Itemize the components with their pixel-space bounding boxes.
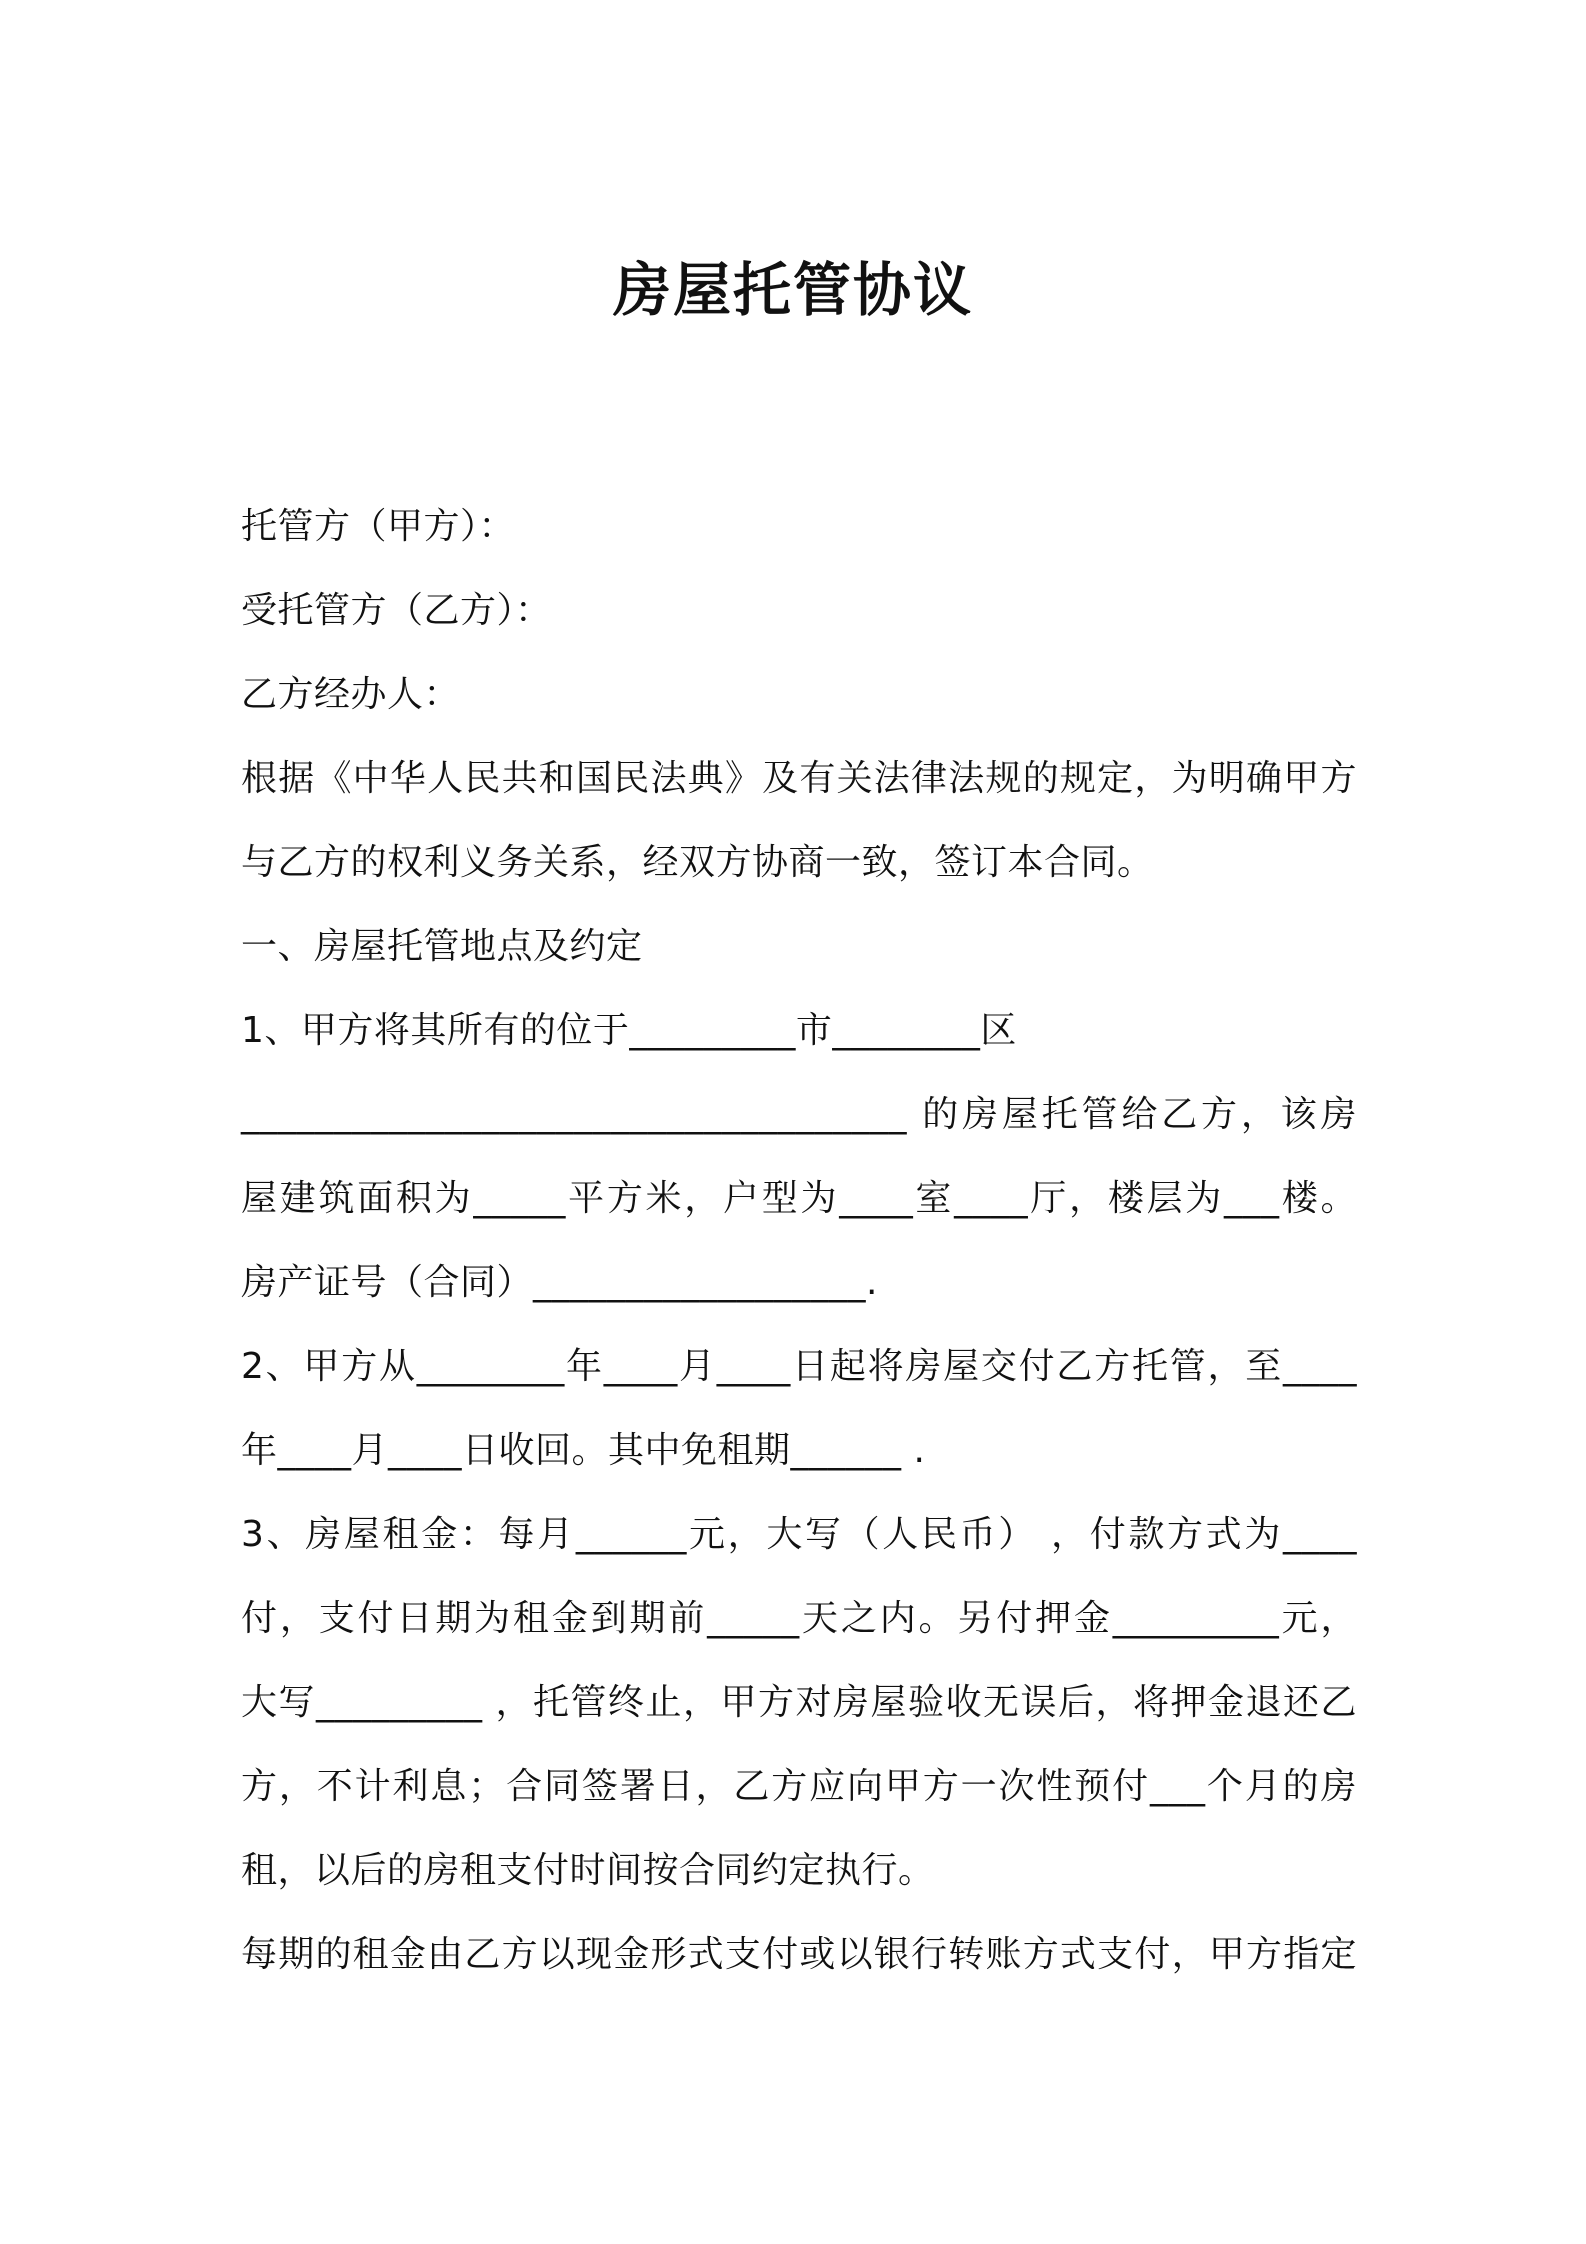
clause-3-line-1: 3、房屋租金：每月______元，大写（人民币） ，付款方式为____ bbox=[241, 1514, 1357, 1555]
party-b-agent-line: 乙方经办人： bbox=[241, 674, 461, 715]
clause-1-line-3: 屋建筑面积为_____平方米，户型为____室____厅，楼层为___楼。 bbox=[241, 1178, 1357, 1219]
payment-line-1: 每期的租金由乙方以现金形式支付或以银行转账方式支付，甲方指定 bbox=[241, 1934, 1357, 1975]
party-b-line: 受托管方（乙方）： bbox=[241, 590, 552, 631]
clause-3-line-5: 租，以后的房租支付时间按合同约定执行。 bbox=[241, 1850, 935, 1891]
document-title: 房屋托管协议 bbox=[612, 256, 973, 324]
clause-1-line-2: ____________________________________ 的房屋托管给乙方，该房 bbox=[241, 1094, 1357, 1135]
clause-2-line-2: 年____月____日收回。其中免租期______ . bbox=[241, 1430, 926, 1471]
clause-2-line-1: 2、甲方从________年____月____日起将房屋交付乙方托管，至____ bbox=[241, 1346, 1357, 1387]
clause-1-line-1: 1、甲方将其所有的位于_________市________区 bbox=[241, 1010, 1017, 1051]
clause-3-line-4: 方，不计利息；合同签署日，乙方应向甲方一次性预付___个月的房 bbox=[241, 1766, 1357, 1807]
preamble-line-1: 根据《中华人民共和国民法典》及有关法律法规的规定，为明确甲方 bbox=[241, 758, 1357, 799]
clause-1-line-4: 房产证号（合同）__________________. bbox=[241, 1262, 878, 1303]
clause-3-line-2: 付，支付日期为租金到期前_____天之内。另付押金_________元， bbox=[241, 1598, 1357, 1639]
party-a-line: 托管方（甲方）： bbox=[241, 506, 516, 547]
preamble-line-2: 与乙方的权利义务关系，经双方协商一致，签订本合同。 bbox=[241, 842, 1154, 883]
section-heading-1: 一、房屋托管地点及约定 bbox=[241, 926, 643, 967]
clause-3-line-3: 大写_________ ，托管终止，甲方对房屋验收无误后，将押金退还乙 bbox=[241, 1682, 1357, 1723]
